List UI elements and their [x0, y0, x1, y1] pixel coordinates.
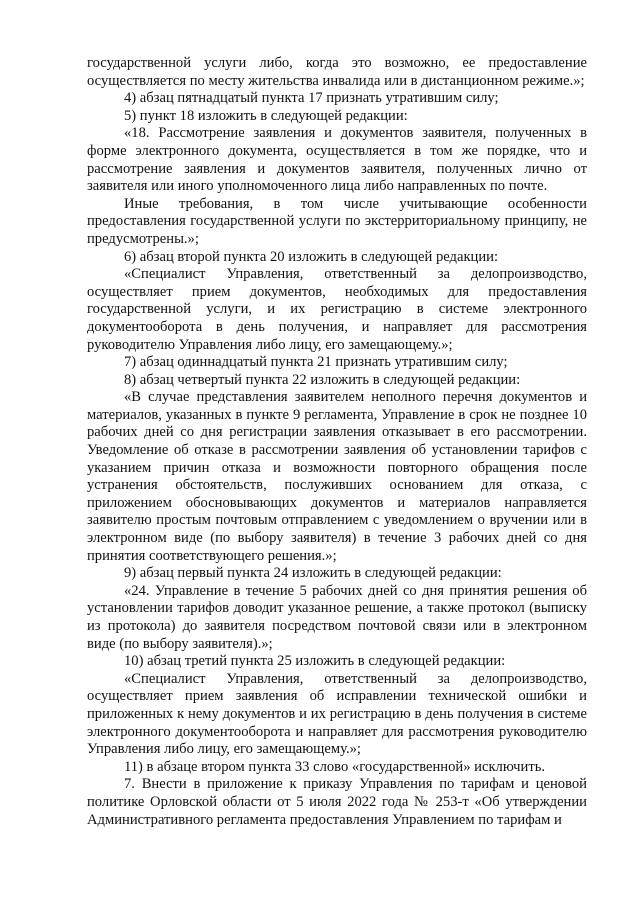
paragraph-quote-22: «В случае представления заявителем неполного перечня документов и материалов, указанных в пункте 9 регламента, Управление в срок не позднее 10 рабочих дней со дня регистрации заявления отказывает в его рассмотрении. Уведомление об отказе в рассмотрении заявления об установлении тарифов с указанием причин отказа и возможности повторного обращения после устранения обстоятельств, послуживших основанием для отказа, с приложением обосновывающих документов и материалов направляется заявителю простым почтовым отправлением с уведомлением о вручении или в электронном виде (по выбору заявителя) в течение 3 рабочих дней со дня принятия соответствующего решения.»; [87, 389, 587, 564]
paragraph-quote-specialist-20: «Специалист Управления, ответственный за делопроизводство, осуществляет прием документов, необходимых для предоставления государственной услуги, и их регистрацию в системе электронного документооборота в день получения, и направляет для рассмотрения руководителю Управления либо лицу, его замещающему.»; [87, 266, 587, 353]
paragraph-item-8: 8) абзац четвертый пункта 22 изложить в следующей редакции: [124, 371, 521, 388]
paragraph-item-7: 7) абзац одиннадцатый пункта 21 признать утратившим силу; [124, 354, 508, 371]
paragraph-item-9: 9) абзац первый пункта 24 изложить в следующей редакции: [124, 565, 502, 582]
paragraph-item-10: 10) абзац третий пункта 25 изложить в следующей редакции: [124, 653, 506, 670]
paragraph-quote-specialist-25: «Специалист Управления, ответственный за делопроизводство, осуществляет прием заявления об исправлении технической ошибки и приложенных к нему документов и их регистрацию в день получения в системе электронного документооборота и направляет для рассмотрения руководителю Управления либо лицу, его замещающему.»; [87, 670, 587, 758]
paragraph-quote-18: «18. Рассмотрение заявления и документов заявителя, полученных в форме электронного документа, осуществляется в том же порядке, что и рассмотрение заявления и документов заявителя, полученных лично от заявителя или иного уполномоченного лица либо направленных по почте. [87, 125, 587, 195]
document-page [87, 55, 587, 829]
paragraph-continuation: государственной услуги либо, когда это возможно, ее предоставление осуществляется по месту жительства инвалида или в дистанционном режиме.»; [87, 55, 587, 89]
paragraph-item-5: 5) пункт 18 изложить в следующей редакции: [124, 107, 408, 124]
paragraph-quote-24: «24. Управление в течение 5 рабочих дней со дня принятия решения об установлении тарифов доводит указанное решение, а также протокол (выписку из протокола) до заявителя посредством почтовой связи или в электронном виде (по выбору заявителя).»; [87, 582, 587, 652]
paragraph-item-6: 6) абзац второй пункта 20 изложить в следующей редакции: [124, 248, 499, 265]
paragraph-section-7: 7. Внести в приложение к приказу Управления по тарифам и ценовой политике Орловской области от 5 июля 2022 года № 253-т «Об утверждении Административного регламента предоставления Управлением по тарифам и [87, 776, 587, 828]
paragraph-item-4: 4) абзац пятнадцатый пункта 17 признать утратившим силу; [124, 90, 499, 107]
paragraph-other-requirements: Иные требования, в том числе учитывающие особенности предоставления государственной услуги по экстерриториальному принципу, не предусмотрены.»; [87, 195, 587, 247]
paragraph-item-11: 11) в абзаце втором пункта 33 слово «государственной» исключить. [124, 758, 546, 775]
